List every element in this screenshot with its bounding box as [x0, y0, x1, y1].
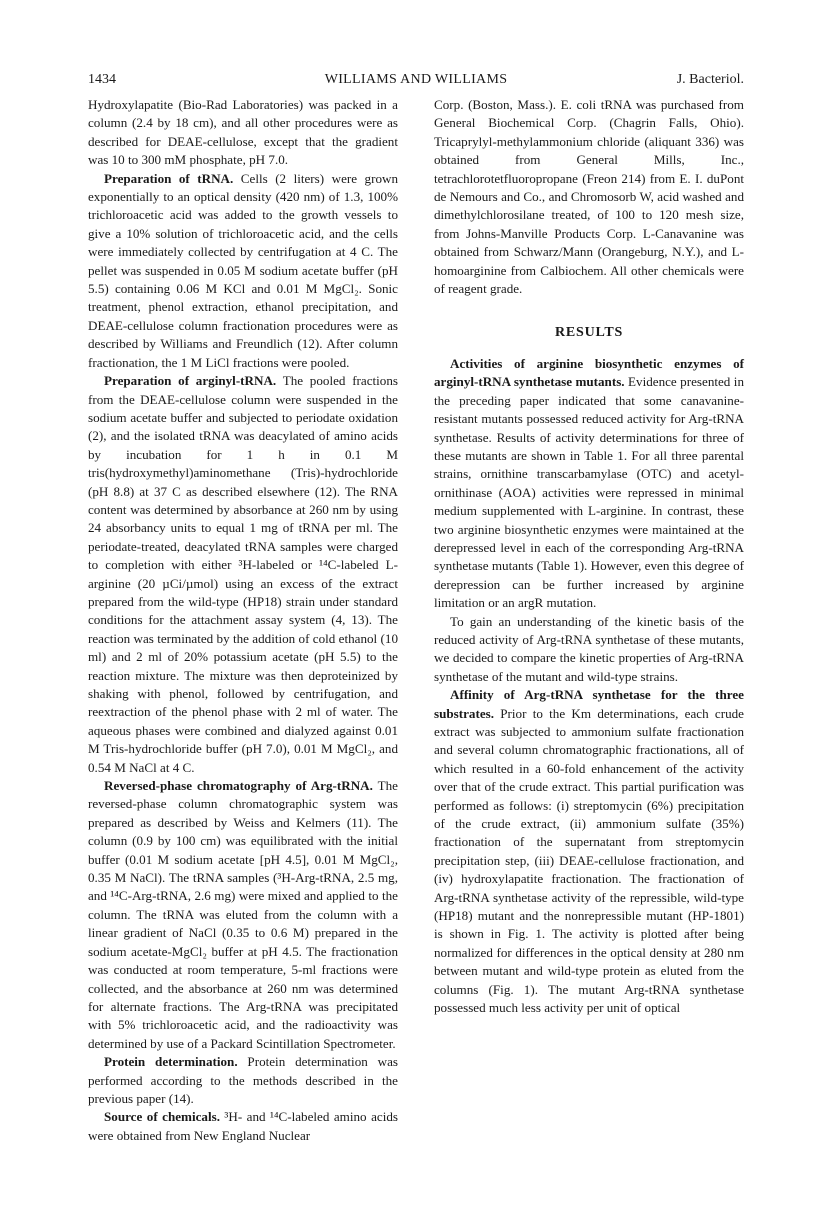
right-column: [434, 96, 744, 1018]
journal-name: J. Bacteriol.: [676, 72, 744, 87]
section-heading: Activities of arginine biosynthetic enzymes of arginyl-tRNA synthetase mutants.: [434, 355, 744, 390]
results-heading: RESULTS: [554, 325, 624, 341]
section-heading: Protein determination.: [104, 1054, 238, 1070]
section-body: ³H- and ¹⁴C-labeled amino acids were obtained from New England Nuclear: [88, 1109, 398, 1143]
section-body: The reversed-phase column chromatographic system was prepared as described by Weiss and Kelmers (11). The column (0.9 by 100 cm) was equilibrated with the initial buffer (0.01 M sodium acetate [pH 4.5], 0.01 M MgCl₂, 0.35 M NaCl). The tRNA samples (³H-Arg-tRNA, 2.5 mg, and ¹⁴C-Arg-tRNA, 2.6 mg) were mixed and applied to the column. The tRNA was eluted from the column with a linear gradient of NaCl (0.35 to 0.6 M) prepared in the sodium acetate-MgCl₂ buffer at pH 4.5. The fractionation was conducted at room temperature, 5-ml fractions were collected, and the absorbance at 260 nm was determined for alternate fractions. The Arg-tRNA was precipitated with 5% trichloroacetic acid, and the radioactivity was determined by use of a Packard Scintillation Spectrometer.: [88, 778, 398, 1051]
section-preparation-trna: [88, 170, 398, 372]
section-body: The pooled fractions from the DEAE-cellulose column were suspended in the sodium acetate buffer and subjected to periodate oxidation (2), and the isolated tRNA was deacylated of amino acids by incubation for 1 h in 0.1 M tris(hydroxymethyl)aminomethane (Tris)-hydrochloride (pH 8.8) at 37 C as described elsewhere (12). The RNA content was determined by absorbance at 260 nm by using 24 absorbancy units to equal 1 mg of tRNA per ml. The periodate-treated, deacylated tRNA samples were charged to completion with either ³H-labeled or ¹⁴C-labeled L-arginine (20 µCi/µmol) using an excess of the extract prepared from the wild-type (HP18) strain under standard conditions for the attachment assay system (4, 13). The reaction was terminated by the addition of cold ethanol (10 ml) and 2 ml of 20% potassium acetate (pH 5.5) to the reaction mixture. The mixture was then deproteinized by shaking with phenol, followed by centrifugation, and reextraction of the phenol phase with 2 ml of water. The aqueous phases were combined and dialyzed against 0.01 M Tris-hydrochloride buffer (pH 7.0), 0.01 M MgCl₂, and 0.54 M NaCl at 4 C.: [88, 373, 398, 775]
left-column: [88, 96, 398, 1145]
section-heading: Preparation of tRNA.: [104, 170, 234, 186]
section-heading: Affinity of Arg-tRNA synthetase for the three substrates.: [434, 687, 744, 721]
section-body: Prior to the Km determinations, each crude extract was subjected to ammonium sulfate fractionation and several column chromatographic fractionations, all of which resulted in a 60-fold enhancement of the activity over that of the crude extract. This partial purification was performed as follows: (i) streptomycin (6%) precipitation of the crude extract, (ii) ammonium sulfate (35%) fractionation of the supernatant from streptomycin precipitation step, (iii) DEAE-cellulose fractionation, and (iv) hydroxylapatite fractionation. The fractionation of Arg-tRNA synthetase activity of the repressible, wild-type (HP18) mutant and the nonrepressible mutant (HP-1801) is shown in Fig. 1. The activity is plotted after being normalized for differences in the optical density at 280 nm between mutant and wild-type protein as eluted from the columns (Fig. 1). The mutant Arg-tRNA synthetase possessed much less activity per unit of optical: [434, 705, 744, 1016]
section-reversed-phase: [88, 777, 398, 1053]
paragraph: To gain an understanding of the kinetic basis of the reduced activity of Arg-tRNA synthetase of these mutants, we decided to compare the kinetic properties of Arg-tRNA synthetase of the mutant and wild-type strains.: [434, 613, 744, 684]
section-substrate-affinity: [434, 686, 744, 1017]
page-header: [88, 72, 744, 92]
section-protein-determination: [88, 1053, 398, 1108]
paragraph: Hydroxylapatite (Bio-Rad Laboratories) was packed in a column (2.4 by 18 cm), and all other procedures were as described for DEAE-cellulose, except that the gradient was 10 to 300 mM phosphate, pH 7.0.: [88, 97, 398, 168]
section-preparation-arginyl-trna: [88, 372, 398, 777]
section-heading: Preparation of arginyl-tRNA.: [104, 373, 277, 389]
page-number: 1434: [88, 72, 116, 87]
section-body: Cells (2 liters) were grown exponentially to an optical density (420 nm) of 1.3, 100% trichloroacetic acid was added to the growth vessels to give a 10% solution of trichloroacetic acid, and the cells were immediately collected by centrifugation at 4 C. The pellet was suspended in 0.05 M sodium acetate buffer (pH 5.5) containing 0.06 M KCl and 0.01 M MgCl₂. Sonic treatment, phenol extraction, ethanol precipitation, and DEAE-cellulose column fractionation procedures were as described by Williams and Freundlich (12). After column fractionation, the 1 M LiCl fractions were pooled.: [88, 170, 398, 370]
section-heading: Source of chemicals.: [104, 1109, 220, 1125]
paragraph: Corp. (Boston, Mass.). E. coli tRNA was purchased from General Biochemical Corp. (Chagrin Falls, Ohio). Tricaprylyl-methylammonium chloride (aliquant 336) was obtained from General Mills, Inc., tetrachlorotetfluoropropane (Freon 214) from E. I. duPont de Nemours and Co., and Chromosorb W, acid washed and dimethylchlorosilane treated, of 100 to 120 mesh size, from Johns-Manville Products Corp. L-Canavanine was obtained from Schwarz/Mann (Orangeburg, N.Y.), and L-homoarginine from Calbiochem. All other chemicals were of reagent grade.: [434, 97, 744, 297]
section-body: Evidence presented in the preceding paper indicated that some canavanine-resistant mutants possessed reduced activity for Arg-tRNA synthetase. Results of activity determinations for three of these mutants are shown in Table 1. For all three parental strains, ornithine transcarbamylase (OTC) and acetyl-ornithinase (AOA) activities were repressed in minimal medium supplemented with L-arginine. In contrast, these two arginine biosynthetic enzymes were maintained at the derepressed level in each of the corresponding Arg-tRNA synthetase mutants (Table 1). However, even this degree of derepression can be further increased by arginine limitation or an argR mutation.: [434, 374, 744, 611]
section-source-of-chemicals: [88, 1108, 398, 1145]
section-enzyme-activities: [434, 355, 744, 613]
section-body: Protein determination was performed according to the methods described in the previous paper (14).: [88, 1054, 398, 1106]
running-title: WILLIAMS AND WILLIAMS: [324, 72, 508, 87]
section-heading: Reversed-phase chromatography of Arg-tRNA.: [104, 778, 373, 794]
